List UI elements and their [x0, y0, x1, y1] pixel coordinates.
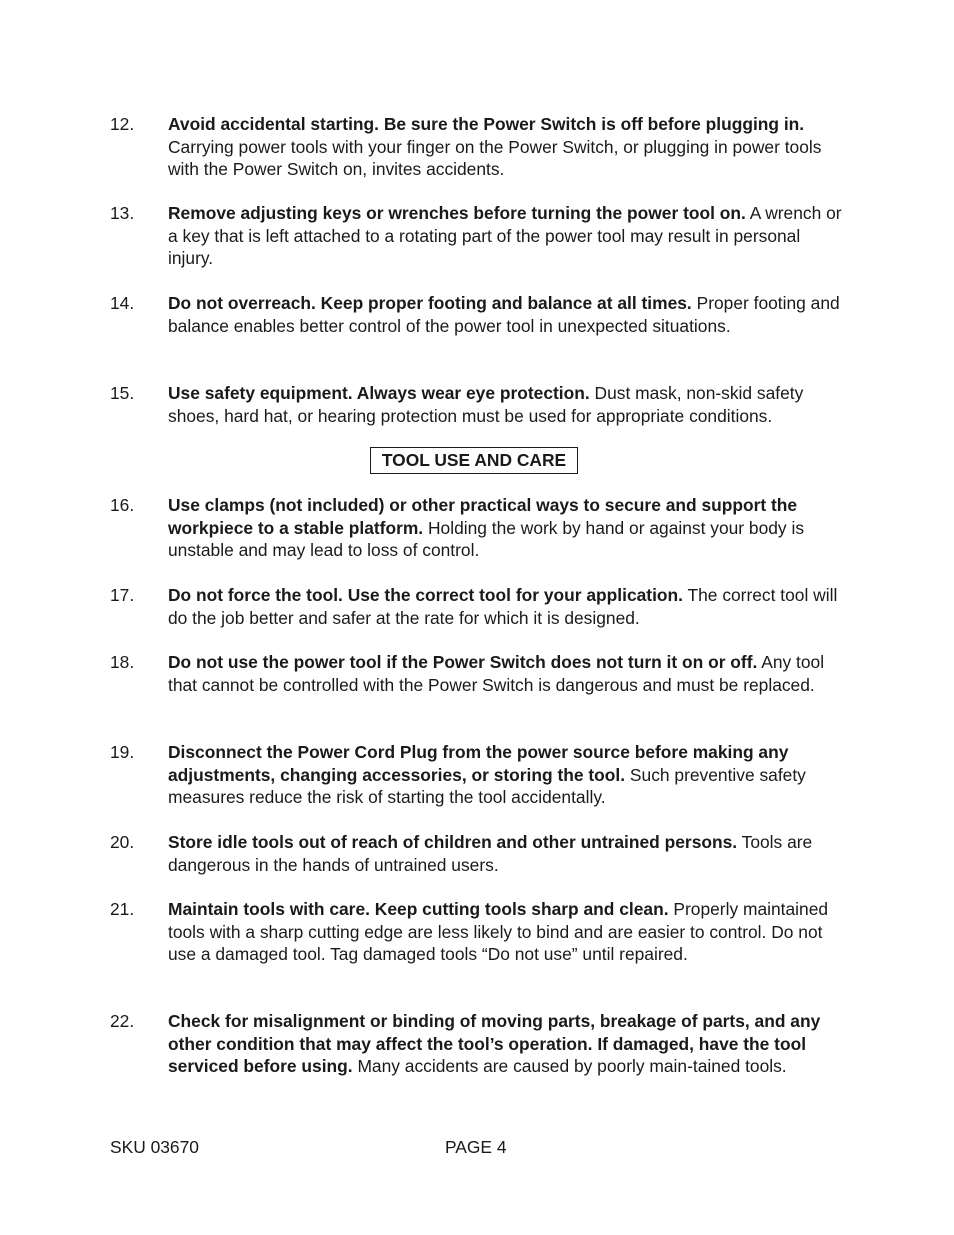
item-text	[168, 584, 845, 629]
item-number: 21.	[110, 899, 135, 919]
item-bold-text: Do not force the tool. Use the correct tool for your application.	[168, 585, 683, 605]
item-text	[168, 494, 845, 562]
item-number: 15.	[110, 383, 135, 403]
item-body-text: Properly maintained tools with a sharp cutting edge are less likely to bind and are easier to control. Do not use a damaged tool. Tag damaged tools “Do not use” until repaired.	[168, 899, 829, 964]
item-bold-text: Disconnect the Power Cord Plug from the power source before making any adjustments, changing accessories, or storing the tool.	[168, 742, 789, 785]
item-text	[168, 831, 845, 876]
item-bold-text: Do not overreach. Keep proper footing and balance at all times.	[168, 293, 692, 313]
item-number: 22.	[110, 1011, 135, 1031]
item-body-text: Holding the work by hand or against your body is unstable and may lead to loss of control.	[168, 517, 805, 560]
list-item	[110, 898, 845, 966]
item-number: 16.	[110, 495, 135, 515]
list-item	[110, 651, 845, 696]
item-text	[168, 113, 845, 181]
footer-sku: SKU 03670	[110, 1137, 199, 1157]
item-body-text: Tools are dangerous in the hands of untrained users.	[168, 832, 813, 875]
section-heading: TOOL USE AND CARE	[370, 447, 578, 474]
item-bold-text: Do not use the power tool if the Power Switch does not turn it on or off.	[168, 652, 758, 672]
list-item	[110, 292, 845, 337]
item-text	[168, 292, 845, 337]
item-bold-text: Avoid accidental starting. Be sure the Power Switch is off before plugging in.	[168, 114, 805, 134]
list-item	[110, 382, 845, 427]
item-bold-text: Use safety equipment. Always wear eye protection.	[168, 383, 590, 403]
list-item	[110, 202, 845, 270]
item-body-text: Dust mask, non-skid safety shoes, hard hat, or hearing protection must be used for appropriate conditions.	[168, 383, 804, 426]
item-body-text: Such preventive safety measures reduce the risk of starting the tool accidentally.	[168, 764, 806, 807]
item-body-text: Carrying power tools with your finger on the Power Switch, or plugging in power tools with the Power Switch on, invites accidents.	[168, 136, 822, 179]
item-number: 12.	[110, 114, 135, 134]
item-text	[168, 651, 845, 696]
item-body-text: The correct tool will do the job better and safer at the rate for which it is designed.	[168, 585, 838, 628]
list-item	[110, 113, 845, 181]
item-text	[168, 741, 845, 809]
item-number: 18.	[110, 652, 135, 672]
item-bold-text: Store idle tools out of reach of children and other untrained persons.	[168, 832, 738, 852]
item-text	[168, 1010, 845, 1078]
item-number: 14.	[110, 293, 135, 313]
item-body-text: Many accidents are caused by poorly main-tained tools.	[352, 1056, 787, 1076]
item-bold-text: Maintain tools with care. Keep cutting tools sharp and clean.	[168, 899, 669, 919]
item-number: 13.	[110, 203, 135, 223]
item-bold-text: Use clamps (not included) or other practical ways to secure and support the workpiece to a stable platform.	[168, 495, 798, 538]
list-item	[110, 831, 845, 876]
footer-page-number: PAGE 4	[445, 1137, 507, 1157]
list-item	[110, 1010, 845, 1078]
list-item	[110, 494, 845, 562]
item-text	[168, 202, 845, 270]
item-text	[168, 898, 845, 966]
item-text	[168, 382, 845, 427]
list-item	[110, 584, 845, 629]
list-item	[110, 741, 845, 809]
item-number: 20.	[110, 832, 135, 852]
item-number: 17.	[110, 585, 135, 605]
item-body-text: Any tool that cannot be controlled with the Power Switch is dangerous and must be replaced.	[168, 652, 825, 695]
item-number: 19.	[110, 742, 135, 762]
item-body-text: Proper footing and balance enables better control of the power tool in unexpected situations.	[168, 293, 840, 336]
item-bold-text: Check for misalignment or binding of moving parts, breakage of parts, and any other condition that may affect the tool’s operation. If damaged, have the tool serviced before using.	[168, 1011, 821, 1076]
item-bold-text: Remove adjusting keys or wrenches before turning the power tool on.	[168, 203, 746, 223]
item-body-text: A wrench or a key that is left attached to a rotating part of the power tool may result in personal injury.	[168, 203, 842, 268]
